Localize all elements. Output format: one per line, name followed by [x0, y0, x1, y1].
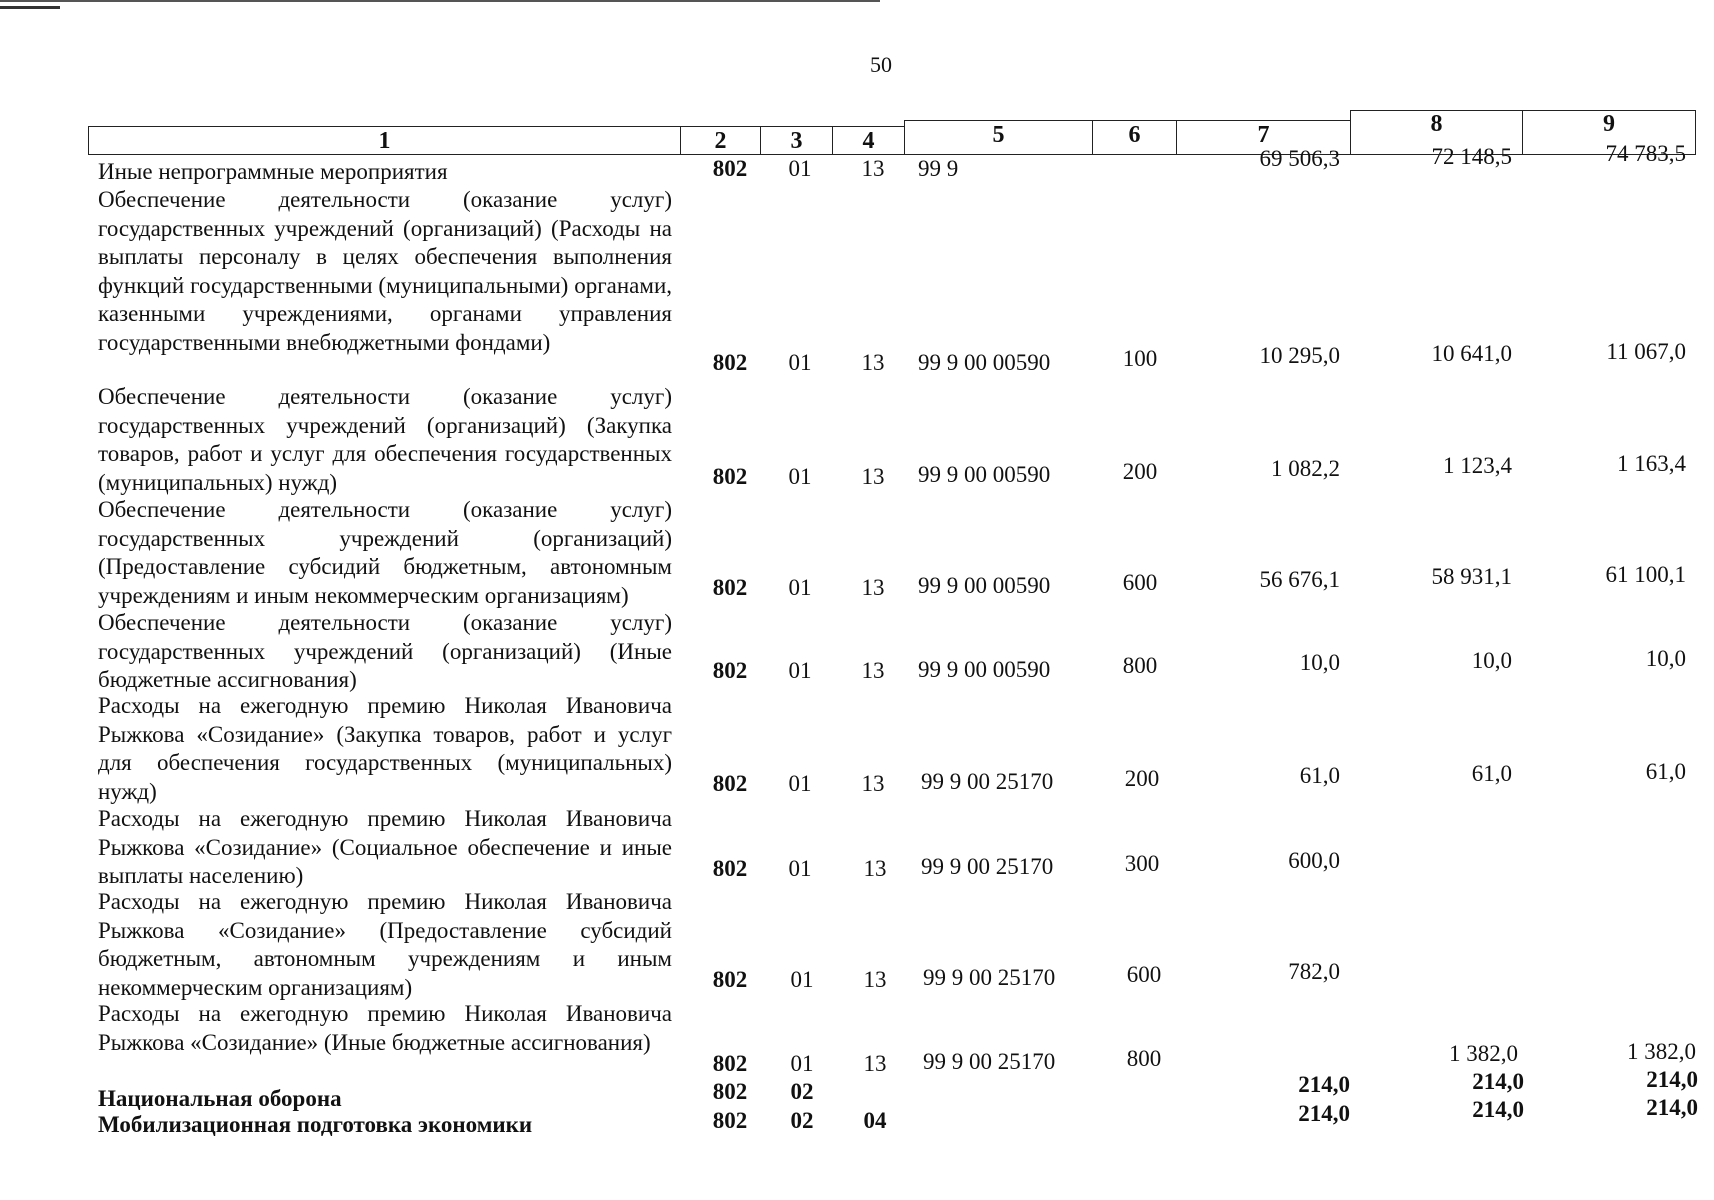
cell-col-7: 61,0: [1299, 763, 1340, 788]
cell-col-8: 1 382,0: [1449, 1041, 1518, 1066]
cell-col-4: 13: [861, 350, 885, 375]
cell-col-5: 99 9 00 00590: [918, 350, 1051, 375]
cell-col-6: 200: [1122, 459, 1158, 484]
row-description: Обеспечение деятельности (оказание услуг) государственных учреждений (организаций) (Расходы на выплаты персоналу в целях обеспечения выполнения функций государственными (муниципальными) органами, казенными учреждениями, органами управления государственными внебюджетными фондами): [98, 187, 672, 355]
header-col-5: 5: [904, 120, 1092, 155]
cell-col-2: 802: [712, 856, 748, 881]
cell-col-7: 56 676,1: [1259, 567, 1340, 592]
cell-col-3: 02: [790, 1108, 814, 1133]
cell-col-2: 802: [712, 658, 748, 683]
scan-edge-mark: [0, 6, 60, 9]
cell-col-3: 01: [788, 156, 812, 181]
cell-col-4: 13: [863, 1051, 887, 1076]
cell-col-7: 600,0: [1288, 848, 1340, 873]
cell-col-7: 214,0: [1298, 1072, 1350, 1097]
cell-col-9: 11 067,0: [1606, 339, 1686, 364]
cell-col-5: 99 9 00 25170: [921, 769, 1054, 794]
cell-col-2: 802: [712, 967, 748, 992]
cell-col-7: 10 295,0: [1259, 343, 1340, 368]
scan-edge-line: [0, 0, 880, 2]
cell-col-6: 100: [1122, 346, 1158, 371]
cell-col-4: 13: [861, 771, 885, 796]
cell-col-3: 01: [790, 967, 814, 992]
cell-col-5: 99 9: [918, 156, 959, 181]
cell-col-9: 10,0: [1645, 646, 1686, 671]
cell-col-2: 802: [712, 771, 748, 796]
cell-col-8: 10,0: [1471, 648, 1512, 673]
cell-col-3: 01: [788, 856, 812, 881]
cell-col-4: 13: [861, 575, 885, 600]
row-description: Обеспечение деятельности (оказание услуг) государственных учреждений (организаций) (Предоставление субсидий бюджетным, автономным учреждениям и иным некоммерческим организациям): [98, 497, 672, 608]
row-description: Обеспечение деятельности (оказание услуг) государственных учреждений (организаций) (Закупка товаров, работ и услуг для обеспечения государственных (муниципальных) нужд): [98, 384, 672, 495]
cell-col-6: 600: [1126, 962, 1162, 987]
cell-col-3: 01: [788, 771, 812, 796]
cell-col-2: 802: [712, 1108, 748, 1133]
cell-col-4: 13: [861, 464, 885, 489]
cell-col-5: 99 9 00 00590: [918, 657, 1051, 682]
cell-col-9: 1 382,0: [1627, 1039, 1696, 1064]
cell-col-2: 802: [712, 156, 748, 181]
cell-col-9: 214,0: [1646, 1095, 1698, 1120]
cell-col-7: 1 082,2: [1271, 456, 1340, 481]
row-description: Национальная оборона: [98, 1086, 342, 1111]
cell-col-7: 10,0: [1299, 650, 1340, 675]
cell-col-6: 800: [1122, 653, 1158, 678]
header-col-1: 1: [88, 126, 680, 155]
cell-col-4: 13: [863, 856, 887, 881]
cell-col-5: 99 9 00 00590: [918, 573, 1051, 598]
cell-col-7: 782,0: [1288, 959, 1340, 984]
cell-col-9: 61 100,1: [1605, 562, 1686, 587]
cell-col-8: 61,0: [1471, 761, 1512, 786]
cell-col-7: 69 506,3: [1259, 146, 1340, 171]
header-col-6: 6: [1092, 120, 1176, 155]
cell-col-6: 600: [1122, 570, 1158, 595]
row-description: Расходы на ежегодную премию Николая Ивановича Рыжкова «Созидание» (Закупка товаров, работ и услуг для обеспечения государственных (муниципальных) нужд): [98, 693, 672, 804]
cell-col-9: 61,0: [1645, 759, 1686, 784]
cell-col-8: 10 641,0: [1431, 341, 1512, 366]
cell-col-3: 02: [790, 1079, 814, 1104]
row-description: Мобилизационная подготовка экономики: [98, 1112, 533, 1137]
cell-col-9: 214,0: [1646, 1067, 1698, 1092]
header-col-2: 2: [680, 126, 760, 155]
cell-col-8: 214,0: [1472, 1069, 1524, 1094]
cell-col-4: 13: [861, 658, 885, 683]
header-col-8: 8: [1350, 110, 1522, 155]
cell-col-3: 01: [788, 350, 812, 375]
cell-col-5: 99 9 00 00590: [918, 462, 1051, 487]
cell-col-6: 800: [1126, 1046, 1162, 1071]
cell-col-2: 802: [712, 1051, 748, 1076]
cell-col-6: 300: [1124, 851, 1160, 876]
header-col-7: 7: [1176, 120, 1350, 155]
cell-col-8: 58 931,1: [1431, 564, 1512, 589]
cell-col-3: 01: [788, 575, 812, 600]
page-number: 50: [870, 52, 892, 77]
cell-col-4: 13: [861, 156, 885, 181]
header-col-4: 4: [832, 126, 904, 155]
row-description: Расходы на ежегодную премию Николая Ивановича Рыжкова «Созидание» (Предоставление субсидий бюджетным, автономным учреждениям и иным некоммерческим организациям): [98, 889, 672, 1000]
row-description: Расходы на ежегодную премию Николая Ивановича Рыжкова «Созидание» (Социальное обеспечение и иные выплаты населению): [98, 806, 672, 888]
cell-col-7: 214,0: [1298, 1101, 1350, 1126]
cell-col-2: 802: [712, 575, 748, 600]
row-description: Обеспечение деятельности (оказание услуг) государственных учреждений (организаций) (Иные бюджетные ассигнования): [98, 610, 672, 692]
row-description: Иные непрограммные мероприятия: [98, 159, 448, 184]
cell-col-4: 13: [863, 967, 887, 992]
header-col-9: 9: [1522, 110, 1696, 155]
cell-col-8: 214,0: [1472, 1097, 1524, 1122]
cell-col-2: 802: [712, 350, 748, 375]
cell-col-9: 1 163,4: [1617, 451, 1686, 476]
cell-col-5: 99 9 00 25170: [923, 1049, 1056, 1074]
cell-col-5: 99 9 00 25170: [921, 854, 1054, 879]
cell-col-3: 01: [788, 464, 812, 489]
row-description: Расходы на ежегодную премию Николая Ивановича Рыжкова «Созидание» (Иные бюджетные ассигнования): [98, 1001, 672, 1055]
cell-col-5: 99 9 00 25170: [923, 965, 1056, 990]
cell-col-3: 01: [790, 1051, 814, 1076]
cell-col-8: 72 148,5: [1431, 144, 1512, 169]
cell-col-2: 802: [712, 1079, 748, 1104]
cell-col-6: 200: [1124, 766, 1160, 791]
header-col-3: 3: [760, 126, 832, 155]
cell-col-2: 802: [712, 464, 748, 489]
cell-col-9: 74 783,5: [1605, 141, 1686, 166]
cell-col-3: 01: [788, 658, 812, 683]
cell-col-8: 1 123,4: [1443, 453, 1512, 478]
cell-col-4: 04: [863, 1108, 887, 1133]
